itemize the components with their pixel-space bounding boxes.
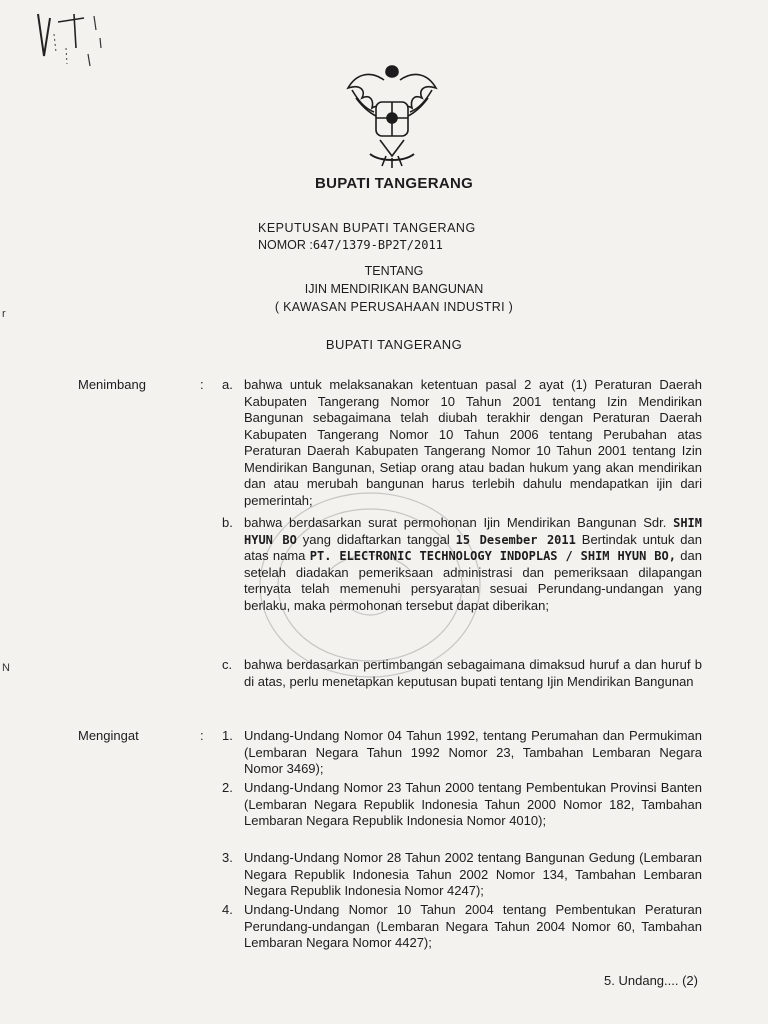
mengingat-item-3 <box>222 850 702 900</box>
mengingat-item-2 <box>222 780 702 830</box>
registration-date: 15 Desember 2011 <box>455 532 576 547</box>
subject-line-1: IJIN MENDIRIKAN BANGUNAN <box>304 282 484 296</box>
item-text-part: yang didaftarkan tanggal <box>296 531 456 547</box>
menimbang-label: Menimbang <box>78 377 146 392</box>
item-marker: 4. <box>222 902 233 917</box>
item-marker: b. <box>222 515 233 530</box>
issuer-heading: BUPATI TANGERANG <box>325 337 463 352</box>
mengingat-label: Mengingat <box>78 728 139 743</box>
applicant-name: SHIM HYUN BO <box>244 516 702 547</box>
tentang-heading: TENTANG <box>364 264 424 278</box>
decree-number-label: NOMOR : <box>258 238 313 252</box>
menimbang-item-a <box>222 377 702 509</box>
item-marker: 1. <box>222 728 233 743</box>
item-marker: a. <box>222 377 233 392</box>
menimbang-colon: : <box>200 377 204 392</box>
item-text: bahwa untuk melaksanakan ketentuan pasal 2 ayat (1) Peraturan Daerah Kabupaten Tangerang Nomor 10 Tahun 2001 tentang Izin Mendirikan Bangunan sebagaimana telah diubah terakhir dengan Peraturan Daerah Kabupaten Tangerang Nomor 10 Tahun 2006 tentang Perubahan atas Peraturan Daerah Kabupaten Tangerang Nomor 10 Tahun 2001 tentang Izin Mendirikan Bangunan, Setiap orang atau badan hukum yang akan mendirikan dan atau merubah bangunan harus terlebih dahulu mendapatkan ijin dari pemerintah; <box>244 377 702 508</box>
page-continuation: 5. Undang.... (2) <box>604 973 698 988</box>
item-text: Undang-Undang Nomor 10 Tahun 2004 tentang Pembentukan Peraturan Perundang-undangan (Lembaran Negara Tahun 2004 Nomor 60, Tambahan Lembaran Negara Nomor 4427); <box>244 902 702 950</box>
item-text: Undang-Undang Nomor 23 Tahun 2000 tentang Pembentukan Provinsi Banten (Lembaran Negara Republik Indonesia Tahun 2000 Nomor 182, Tambahan Lembaran Negara Republik Indonesia Nomor 4010); <box>244 780 702 828</box>
mengingat-item-1 <box>222 728 702 778</box>
garuda-emblem-icon <box>340 60 444 170</box>
item-text: bahwa berdasarkan pertimbangan sebagaimana dimaksud huruf a dan huruf b di atas, perlu menetapkan keputusan bupati tentang Ijin Mendirikan Bangunan <box>244 657 702 689</box>
company-name: PT. ELECTRONIC TECHNOLOGY INDOPLAS / SHIM HYUN BO, <box>309 549 676 563</box>
margin-mark: r <box>2 308 6 320</box>
item-text: Undang-Undang Nomor 04 Tahun 1992, tentang Perumahan dan Permukiman (Lembaran Negara Tahun 1992 Nomor 23, Tambahan Lembaran Negara Nomor 3469); <box>244 728 702 776</box>
margin-mark: N <box>2 662 10 674</box>
handwritten-mark-icon <box>30 8 120 78</box>
decree-number-value: 647/1379-BP2T/2011 <box>312 238 443 252</box>
document-title: BUPATI TANGERANG <box>314 175 474 192</box>
menimbang-item-b <box>222 515 702 614</box>
decree-title: KEPUTUSAN BUPATI TANGERANG <box>258 221 476 235</box>
item-text-part: dan setelah diadakan pemeriksaan administrasi dan pemeriksaan dilapangan ternyata telah memenuhi persyaratan sesuai Perundang-undangan yang berlaku, maka permohonan tersebut dapat diberikan; <box>244 548 702 613</box>
item-text-part: Bertindak untuk dan atas nama <box>244 531 702 563</box>
decree-number <box>258 238 443 252</box>
item-marker: c. <box>222 657 233 672</box>
item-text-part: bahwa berdasarkan surat permohonan Ijin Mendirikan Bangunan Sdr. <box>244 515 674 530</box>
mengingat-item-4 <box>222 902 702 952</box>
item-text <box>244 515 702 614</box>
item-text: Undang-Undang Nomor 28 Tahun 2002 tentang Bangunan Gedung (Lembaran Negara Republik Indonesia Tahun 2002 Nomor 134, Tambahan Lembaran Negara Republik Indonesia Nomor 4247); <box>244 850 702 898</box>
subject-line-2: ( KAWASAN PERUSAHAAN INDUSTRI ) <box>274 300 514 314</box>
item-marker: 3. <box>222 850 233 865</box>
menimbang-item-c <box>222 657 702 690</box>
item-marker: 2. <box>222 780 233 795</box>
mengingat-colon: : <box>200 728 204 743</box>
